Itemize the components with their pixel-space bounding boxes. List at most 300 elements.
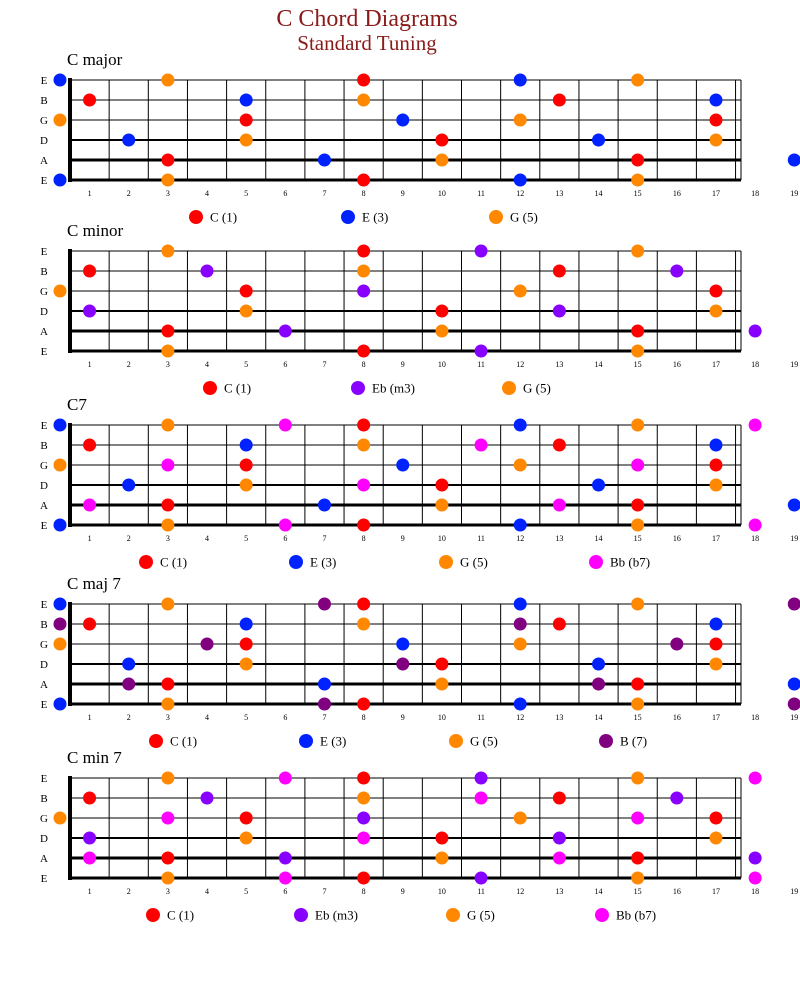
fret-number: 9 bbox=[400, 713, 405, 722]
note-dot-g bbox=[631, 345, 644, 358]
fret-number: 2 bbox=[126, 360, 131, 369]
legend-label: Eb (m3) bbox=[372, 380, 415, 396]
note-dot-b bbox=[592, 678, 605, 691]
fret-number: 9 bbox=[400, 189, 405, 198]
note-dot-g bbox=[514, 638, 527, 651]
note-dot-c bbox=[553, 439, 566, 452]
note-dot-g bbox=[54, 638, 67, 651]
note-dot-g bbox=[54, 812, 67, 825]
fret-number: 1 bbox=[87, 713, 92, 722]
note-dot-g bbox=[709, 305, 722, 318]
note-dot-c bbox=[357, 174, 370, 187]
fret-number: 2 bbox=[126, 189, 131, 198]
note-dot-c bbox=[553, 94, 566, 107]
note-dot-g bbox=[435, 852, 448, 865]
fret-number: 18 bbox=[751, 360, 760, 369]
legend-swatch bbox=[595, 908, 609, 922]
string-label: E bbox=[40, 773, 48, 785]
note-dot-c bbox=[357, 419, 370, 432]
note-dot-c bbox=[161, 499, 174, 512]
note-dot-c bbox=[83, 439, 96, 452]
note-dot-b bbox=[396, 658, 409, 671]
fret-number: 8 bbox=[361, 189, 366, 198]
fret-number: 14 bbox=[594, 887, 603, 896]
note-dot-e bbox=[54, 174, 67, 187]
note-dot-g bbox=[240, 832, 253, 845]
string-label: E bbox=[40, 75, 48, 87]
fret-number: 11 bbox=[477, 887, 485, 896]
note-dot-c bbox=[83, 265, 96, 278]
note-dot-b bbox=[788, 598, 800, 611]
fret-number: 4 bbox=[205, 713, 210, 722]
note-dot-e bbox=[318, 154, 331, 167]
legend-label: G (5) bbox=[510, 209, 538, 225]
note-dot-c bbox=[553, 792, 566, 805]
fret-number: 12 bbox=[516, 887, 525, 896]
fret-number: 15 bbox=[633, 887, 642, 896]
fret-number: 4 bbox=[205, 534, 210, 543]
fret-number: 16 bbox=[672, 534, 681, 543]
note-dot-c bbox=[709, 812, 722, 825]
note-dot-eb bbox=[83, 832, 96, 845]
fret-number: 16 bbox=[672, 189, 681, 198]
note-dot-eb bbox=[201, 792, 214, 805]
note-dot-c bbox=[161, 678, 174, 691]
note-dot-c bbox=[357, 74, 370, 87]
note-dot-bb bbox=[279, 772, 292, 785]
note-dot-g bbox=[709, 658, 722, 671]
note-dot-e bbox=[514, 174, 527, 187]
note-dot-g bbox=[161, 345, 174, 358]
fret-number: 3 bbox=[165, 360, 170, 369]
legend-swatch bbox=[449, 734, 463, 748]
note-dot-g bbox=[631, 74, 644, 87]
legend-swatch bbox=[446, 908, 460, 922]
legend-label: G (5) bbox=[467, 907, 495, 923]
legend-swatch bbox=[489, 210, 503, 224]
note-dot-c bbox=[161, 325, 174, 338]
note-dot-c bbox=[357, 519, 370, 532]
chord-diagram bbox=[40, 748, 800, 923]
note-dot-eb bbox=[357, 812, 370, 825]
chord-title: C7 bbox=[67, 395, 87, 414]
note-dot-eb bbox=[553, 832, 566, 845]
note-dot-g bbox=[514, 459, 527, 472]
fret-number: 19 bbox=[790, 713, 799, 722]
string-label: B bbox=[40, 793, 48, 805]
note-dot-bb bbox=[553, 852, 566, 865]
fret-number: 1 bbox=[87, 189, 92, 198]
diagrams-container bbox=[40, 50, 800, 923]
note-dot-c bbox=[240, 114, 253, 127]
fret-number: 7 bbox=[322, 534, 327, 543]
fret-number: 15 bbox=[633, 360, 642, 369]
string-label: G bbox=[40, 115, 48, 127]
note-dot-c bbox=[240, 812, 253, 825]
note-dot-c bbox=[357, 245, 370, 258]
fret-number: 19 bbox=[790, 534, 799, 543]
note-dot-g bbox=[631, 174, 644, 187]
fret-number: 4 bbox=[205, 189, 210, 198]
note-dot-b bbox=[54, 618, 67, 631]
note-dot-e bbox=[122, 658, 135, 671]
legend-label: Eb (m3) bbox=[315, 907, 358, 923]
legend-label: E (3) bbox=[320, 733, 347, 749]
fret-number: 13 bbox=[555, 534, 564, 543]
fret-number: 14 bbox=[594, 189, 603, 198]
note-dot-g bbox=[161, 174, 174, 187]
note-dot-c bbox=[709, 114, 722, 127]
fret-number: 1 bbox=[87, 534, 92, 543]
chord-title: C min 7 bbox=[67, 748, 122, 767]
note-dot-eb bbox=[475, 345, 488, 358]
fret-number: 10 bbox=[437, 360, 446, 369]
note-dot-g bbox=[54, 285, 67, 298]
legend-swatch bbox=[439, 555, 453, 569]
fret-number: 16 bbox=[672, 887, 681, 896]
note-dot-g bbox=[161, 698, 174, 711]
fret-number: 6 bbox=[283, 360, 288, 369]
note-dot-g bbox=[161, 419, 174, 432]
string-label: E bbox=[40, 246, 48, 258]
note-dot-b bbox=[514, 618, 527, 631]
string-label: E bbox=[40, 599, 48, 611]
note-dot-g bbox=[54, 459, 67, 472]
fret-number: 2 bbox=[126, 534, 131, 543]
note-dot-eb bbox=[201, 265, 214, 278]
legend-swatch bbox=[351, 381, 365, 395]
fret-number: 14 bbox=[594, 534, 603, 543]
string-label: B bbox=[40, 95, 48, 107]
fret-number: 8 bbox=[361, 887, 366, 896]
legend-swatch bbox=[146, 908, 160, 922]
note-dot-b bbox=[670, 638, 683, 651]
note-dot-g bbox=[240, 479, 253, 492]
fret-number: 17 bbox=[711, 713, 720, 722]
fret-number: 6 bbox=[283, 887, 288, 896]
legend-swatch bbox=[341, 210, 355, 224]
note-dot-eb bbox=[475, 245, 488, 258]
note-dot-eb bbox=[279, 852, 292, 865]
legend-swatch bbox=[299, 734, 313, 748]
note-dot-g bbox=[161, 872, 174, 885]
note-dot-bb bbox=[83, 499, 96, 512]
note-dot-e bbox=[592, 134, 605, 147]
note-dot-g bbox=[514, 812, 527, 825]
fret-number: 10 bbox=[437, 887, 446, 896]
fret-number: 17 bbox=[711, 189, 720, 198]
note-dot-c bbox=[161, 852, 174, 865]
fret-number: 2 bbox=[126, 887, 131, 896]
legend-label: C (1) bbox=[167, 907, 195, 923]
legend-swatch bbox=[589, 555, 603, 569]
note-dot-g bbox=[357, 265, 370, 278]
legend-label: G (5) bbox=[470, 733, 498, 749]
string-label: E bbox=[40, 873, 48, 885]
note-dot-bb bbox=[161, 812, 174, 825]
note-dot-c bbox=[435, 658, 448, 671]
fret-number: 3 bbox=[165, 887, 170, 896]
note-dot-bb bbox=[83, 852, 96, 865]
string-label: B bbox=[40, 266, 48, 278]
fret-number: 18 bbox=[751, 189, 760, 198]
note-dot-c bbox=[709, 459, 722, 472]
note-dot-c bbox=[161, 154, 174, 167]
string-label: D bbox=[40, 306, 48, 318]
note-dot-e bbox=[240, 439, 253, 452]
fret-number: 7 bbox=[322, 713, 327, 722]
string-label: G bbox=[40, 460, 48, 472]
note-dot-g bbox=[240, 134, 253, 147]
fret-number: 12 bbox=[516, 360, 525, 369]
note-dot-e bbox=[122, 134, 135, 147]
note-dot-bb bbox=[553, 499, 566, 512]
string-label: A bbox=[40, 155, 48, 167]
note-dot-bb bbox=[357, 479, 370, 492]
fret-number: 10 bbox=[437, 189, 446, 198]
note-dot-e bbox=[54, 598, 67, 611]
note-dot-g bbox=[435, 499, 448, 512]
note-dot-c bbox=[83, 792, 96, 805]
note-dot-bb bbox=[279, 519, 292, 532]
note-dot-c bbox=[709, 285, 722, 298]
note-dot-bb bbox=[279, 872, 292, 885]
note-dot-bb bbox=[475, 792, 488, 805]
fret-number: 10 bbox=[437, 534, 446, 543]
note-dot-e bbox=[54, 419, 67, 432]
fret-number: 5 bbox=[244, 713, 249, 722]
legend-label: B (7) bbox=[620, 733, 648, 749]
note-dot-eb bbox=[475, 772, 488, 785]
note-dot-c bbox=[357, 772, 370, 785]
fret-number: 9 bbox=[400, 534, 405, 543]
string-label: D bbox=[40, 135, 48, 147]
note-dot-c bbox=[553, 618, 566, 631]
note-dot-g bbox=[631, 872, 644, 885]
note-dot-e bbox=[514, 74, 527, 87]
legend-swatch bbox=[149, 734, 163, 748]
fret-number: 8 bbox=[361, 360, 366, 369]
note-dot-c bbox=[357, 872, 370, 885]
string-label: E bbox=[40, 175, 48, 187]
fret-number: 4 bbox=[205, 887, 210, 896]
note-dot-e bbox=[318, 678, 331, 691]
note-dot-b bbox=[788, 698, 800, 711]
note-dot-c bbox=[631, 154, 644, 167]
note-dot-e bbox=[396, 459, 409, 472]
fret-number: 13 bbox=[555, 360, 564, 369]
string-label: G bbox=[40, 286, 48, 298]
fret-number: 18 bbox=[751, 534, 760, 543]
note-dot-bb bbox=[749, 772, 762, 785]
note-dot-g bbox=[161, 772, 174, 785]
legend-label: C (1) bbox=[210, 209, 238, 225]
fret-number: 6 bbox=[283, 534, 288, 543]
note-dot-c bbox=[83, 618, 96, 631]
fret-number: 11 bbox=[477, 189, 485, 198]
note-dot-g bbox=[514, 285, 527, 298]
note-dot-eb bbox=[83, 305, 96, 318]
note-dot-e bbox=[514, 598, 527, 611]
note-dot-e bbox=[709, 94, 722, 107]
string-label: G bbox=[40, 639, 48, 651]
page-title: C Chord Diagrams bbox=[276, 6, 458, 32]
string-label: E bbox=[40, 699, 48, 711]
string-label: B bbox=[40, 619, 48, 631]
note-dot-eb bbox=[670, 265, 683, 278]
fret-number: 18 bbox=[751, 713, 760, 722]
fret-number: 9 bbox=[400, 360, 405, 369]
fret-number: 14 bbox=[594, 713, 603, 722]
note-dot-e bbox=[788, 499, 800, 512]
note-dot-e bbox=[514, 519, 527, 532]
note-dot-e bbox=[514, 419, 527, 432]
chord-diagram bbox=[40, 395, 800, 570]
page-subtitle: Standard Tuning bbox=[297, 31, 437, 55]
note-dot-c bbox=[357, 698, 370, 711]
legend-swatch bbox=[599, 734, 613, 748]
note-dot-c bbox=[357, 598, 370, 611]
note-dot-g bbox=[357, 792, 370, 805]
fret-number: 13 bbox=[555, 713, 564, 722]
fret-number: 14 bbox=[594, 360, 603, 369]
fret-number: 7 bbox=[322, 887, 327, 896]
fret-number: 5 bbox=[244, 189, 249, 198]
legend-label: E (3) bbox=[310, 554, 337, 570]
legend-label: C (1) bbox=[170, 733, 198, 749]
legend-label: C (1) bbox=[224, 380, 252, 396]
note-dot-eb bbox=[749, 325, 762, 338]
chord-diagram bbox=[40, 574, 800, 749]
note-dot-b bbox=[122, 678, 135, 691]
fret-number: 12 bbox=[516, 534, 525, 543]
string-label: D bbox=[40, 480, 48, 492]
fret-number: 11 bbox=[477, 360, 485, 369]
fret-number: 17 bbox=[711, 534, 720, 543]
note-dot-c bbox=[357, 345, 370, 358]
note-dot-e bbox=[709, 618, 722, 631]
legend-label: E (3) bbox=[362, 209, 389, 225]
note-dot-e bbox=[788, 154, 800, 167]
fret-number: 13 bbox=[555, 189, 564, 198]
legend-label: Bb (b7) bbox=[610, 554, 651, 570]
note-dot-eb bbox=[475, 872, 488, 885]
note-dot-c bbox=[631, 678, 644, 691]
fret-number: 7 bbox=[322, 360, 327, 369]
legend-label: G (5) bbox=[523, 380, 551, 396]
fret-number: 16 bbox=[672, 360, 681, 369]
fret-number: 8 bbox=[361, 534, 366, 543]
note-dot-e bbox=[788, 678, 800, 691]
chord-title: C minor bbox=[67, 221, 124, 240]
note-dot-c bbox=[709, 638, 722, 651]
note-dot-g bbox=[240, 658, 253, 671]
note-dot-c bbox=[435, 479, 448, 492]
string-label: D bbox=[40, 833, 48, 845]
note-dot-g bbox=[631, 772, 644, 785]
string-label: B bbox=[40, 440, 48, 452]
legend-swatch bbox=[139, 555, 153, 569]
fret-number: 15 bbox=[633, 713, 642, 722]
fret-number: 15 bbox=[633, 534, 642, 543]
note-dot-g bbox=[357, 439, 370, 452]
note-dot-bb bbox=[357, 832, 370, 845]
note-dot-e bbox=[592, 479, 605, 492]
note-dot-e bbox=[54, 74, 67, 87]
fret-number: 4 bbox=[205, 360, 210, 369]
note-dot-c bbox=[435, 305, 448, 318]
fret-number: 5 bbox=[244, 534, 249, 543]
note-dot-g bbox=[631, 598, 644, 611]
note-dot-g bbox=[709, 479, 722, 492]
fret-number: 12 bbox=[516, 189, 525, 198]
fret-number: 9 bbox=[400, 887, 405, 896]
legend-swatch bbox=[189, 210, 203, 224]
note-dot-g bbox=[631, 519, 644, 532]
fret-number: 8 bbox=[361, 713, 366, 722]
note-dot-g bbox=[631, 245, 644, 258]
string-label: A bbox=[40, 679, 48, 691]
note-dot-b bbox=[318, 598, 331, 611]
note-dot-c bbox=[631, 325, 644, 338]
note-dot-e bbox=[396, 114, 409, 127]
note-dot-b bbox=[201, 638, 214, 651]
fret-number: 5 bbox=[244, 887, 249, 896]
note-dot-g bbox=[631, 419, 644, 432]
note-dot-eb bbox=[670, 792, 683, 805]
note-dot-bb bbox=[631, 812, 644, 825]
fret-number: 11 bbox=[477, 713, 485, 722]
note-dot-e bbox=[709, 439, 722, 452]
note-dot-e bbox=[122, 479, 135, 492]
note-dot-c bbox=[83, 94, 96, 107]
chord-diagram bbox=[40, 50, 800, 225]
note-dot-g bbox=[514, 114, 527, 127]
note-dot-g bbox=[240, 305, 253, 318]
legend-swatch bbox=[203, 381, 217, 395]
note-dot-e bbox=[396, 638, 409, 651]
note-dot-bb bbox=[749, 519, 762, 532]
note-dot-c bbox=[435, 134, 448, 147]
chord-title: C maj 7 bbox=[67, 574, 121, 593]
note-dot-g bbox=[357, 94, 370, 107]
chord-diagram bbox=[40, 221, 800, 396]
note-dot-e bbox=[592, 658, 605, 671]
fret-number: 19 bbox=[790, 360, 799, 369]
string-label: D bbox=[40, 659, 48, 671]
note-dot-g bbox=[435, 154, 448, 167]
note-dot-g bbox=[709, 832, 722, 845]
note-dot-b bbox=[318, 698, 331, 711]
fret-number: 3 bbox=[165, 534, 170, 543]
note-dot-bb bbox=[161, 459, 174, 472]
note-dot-e bbox=[54, 698, 67, 711]
note-dot-g bbox=[357, 618, 370, 631]
note-dot-bb bbox=[749, 419, 762, 432]
note-dot-c bbox=[435, 832, 448, 845]
note-dot-bb bbox=[475, 439, 488, 452]
fret-number: 10 bbox=[437, 713, 446, 722]
fret-number: 13 bbox=[555, 887, 564, 896]
note-dot-c bbox=[631, 499, 644, 512]
string-label: A bbox=[40, 326, 48, 338]
note-dot-e bbox=[318, 499, 331, 512]
note-dot-g bbox=[435, 325, 448, 338]
fret-number: 1 bbox=[87, 887, 92, 896]
note-dot-e bbox=[514, 698, 527, 711]
legend-swatch bbox=[289, 555, 303, 569]
note-dot-c bbox=[553, 265, 566, 278]
